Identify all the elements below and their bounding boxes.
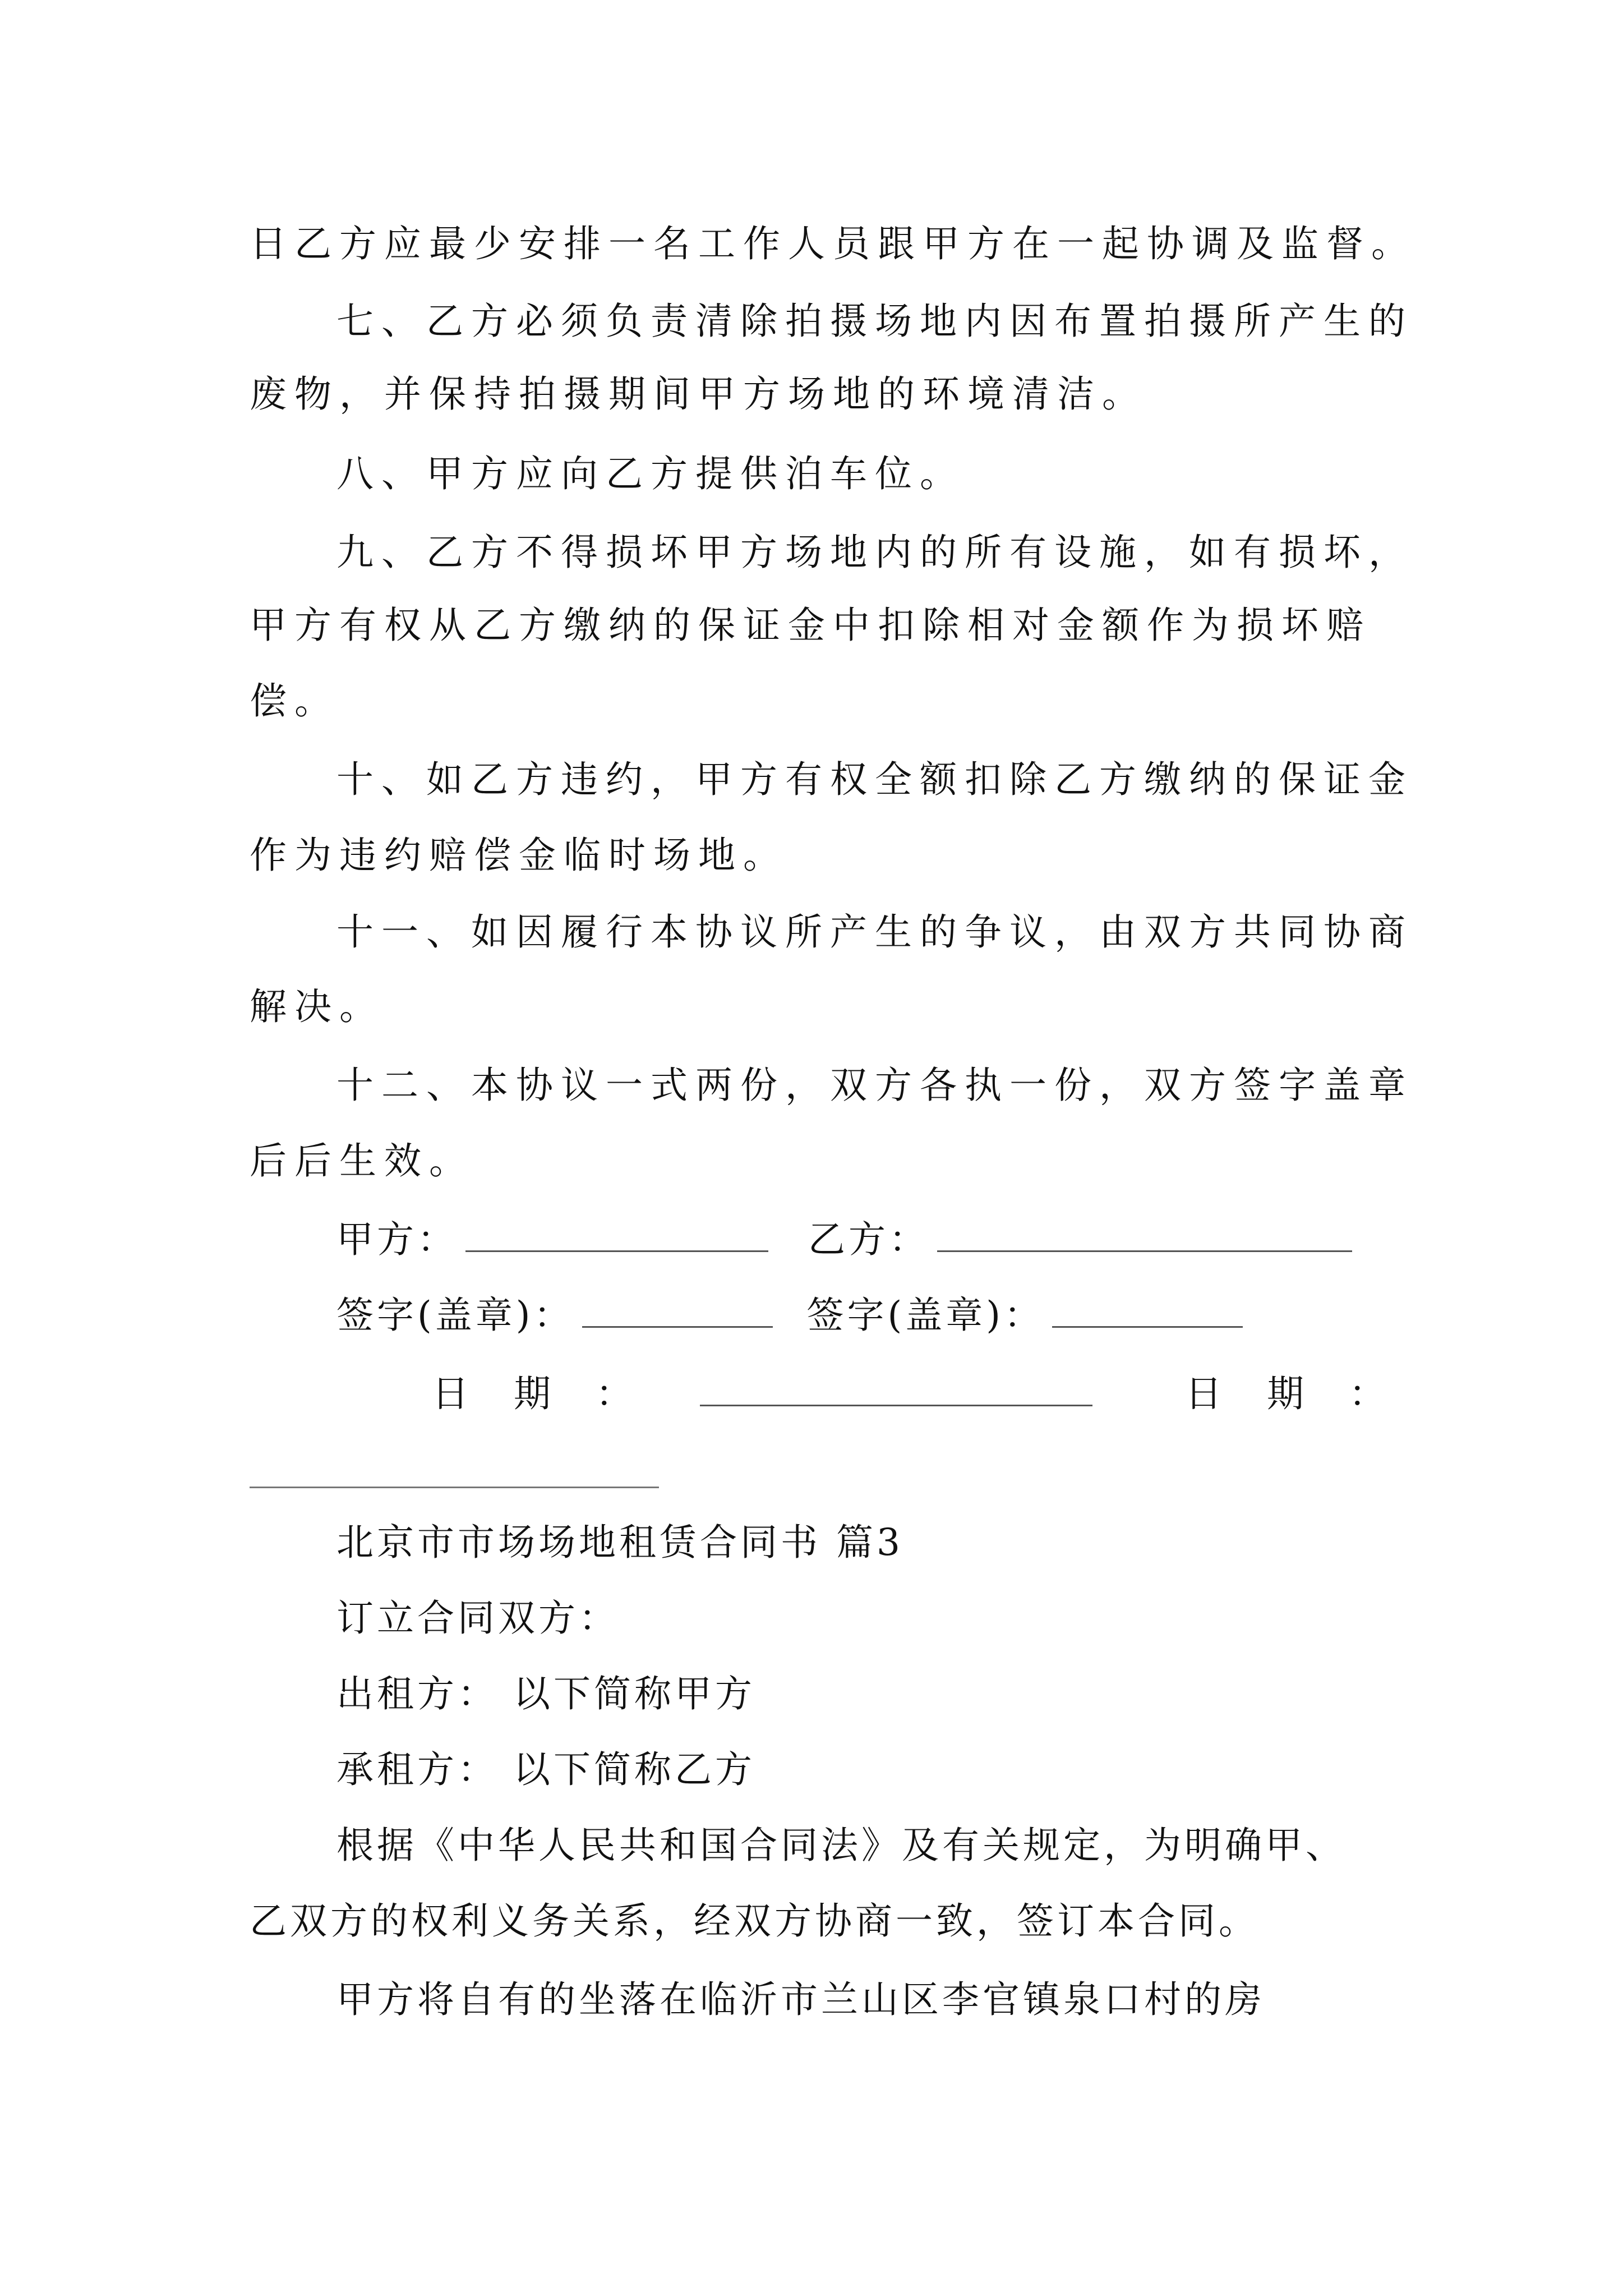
party-b-blank (937, 1218, 1352, 1252)
lessee-line: 承租方： 以下简称乙方 (336, 1748, 755, 1791)
text-line: 十二、本协议一式两份，双方各执一份，双方签字盖章 (336, 1064, 1413, 1107)
text-line: 作为违约赔偿金临时场地。 (250, 834, 788, 877)
sign-b-label: 签字(盖章)： (806, 1294, 1044, 1337)
text-line: 八、甲方应向乙方提供泊车位。 (336, 452, 965, 495)
text-line: 乙双方的权利义务关系，经双方协商一致，签订本合同。 (250, 1899, 1259, 1943)
text-line: 日乙方应最少安排一名工作人员跟甲方在一起协调及监督。 (250, 222, 1416, 265)
signature-row-parties (336, 1214, 1360, 1265)
date-b-label: 日期： (1184, 1372, 1431, 1415)
text-line: 根据《中华人民共和国合同法》及有关规定，为明确甲、 (336, 1824, 1346, 1867)
text-line: 十、如乙方违约，甲方有权全额扣除乙方缴纳的保证金 (336, 758, 1413, 801)
signature-row-seals (336, 1290, 1251, 1341)
text-line: 十一、如因履行本协议所产生的争议，由双方共同协商 (336, 910, 1413, 954)
date-a-label: 日期： (432, 1372, 677, 1415)
text-line: 七、乙方必须负责清除拍摄场地内因布置拍摄所产生的 (336, 300, 1413, 343)
text-line: 九、乙方不得损坏甲方场地内的所有设施，如有损坏， (336, 531, 1413, 574)
sign-a-blank (582, 1294, 773, 1328)
section-title: 北京市市场场地租赁合同书 篇3 (336, 1521, 903, 1564)
signature-row-dates (432, 1369, 1431, 1419)
party-b-label: 乙方： (808, 1218, 929, 1261)
parties-heading: 订立合同双方： (336, 1596, 619, 1640)
sign-a-label: 签字(盖章)： (336, 1294, 574, 1337)
text-line: 甲方有权从乙方缴纳的保证金中扣除相对金额作为损坏赔 (250, 604, 1371, 647)
date-b-blank-line (250, 1487, 659, 1488)
lessor-line: 出租方： 以下简称甲方 (336, 1672, 755, 1715)
sign-b-blank (1052, 1294, 1243, 1328)
text-line: 后后生效。 (250, 1139, 474, 1182)
party-a-blank (465, 1218, 768, 1252)
text-line: 甲方将自有的坐落在临沂市兰山区李官镇泉口村的房 (336, 1978, 1265, 2021)
text-line: 偿。 (250, 679, 339, 723)
date-a-blank (700, 1372, 1092, 1406)
party-a-label: 甲方： (336, 1218, 458, 1261)
text-line: 废物，并保持拍摄期间甲方场地的环境清洁。 (250, 372, 1147, 416)
text-line: 解决。 (250, 985, 384, 1028)
